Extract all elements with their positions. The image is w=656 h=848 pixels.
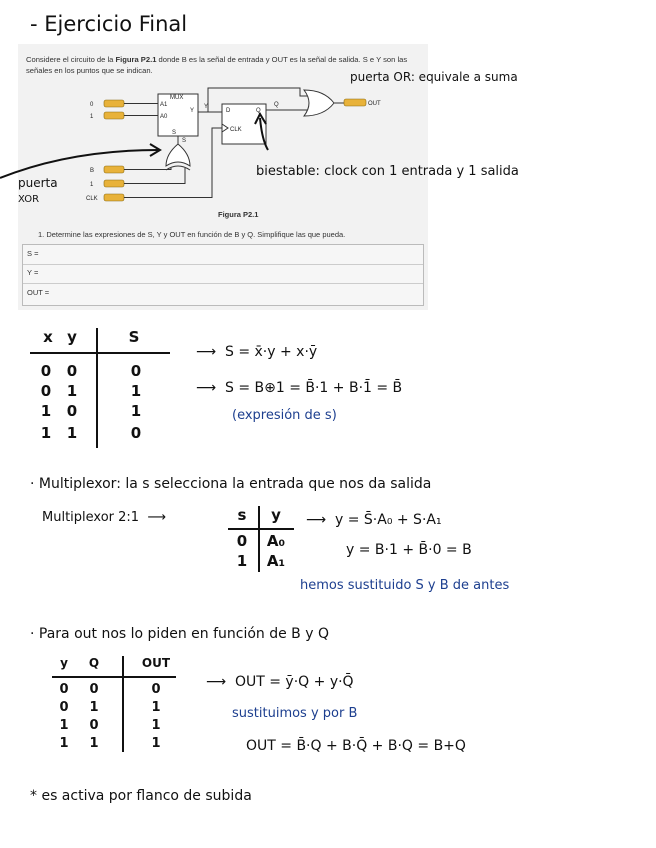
mux-label-row: Multiplexor 2:1 ⟶: [42, 510, 166, 525]
mux-label: Multiplexor 2:1: [42, 510, 140, 525]
answer-out: OUT =: [27, 288, 50, 297]
note-bistable: biestable: clock con 1 entrada y 1 salida: [256, 164, 519, 179]
answer-y: Y =: [27, 268, 39, 277]
output-label: OUT: [368, 101, 381, 107]
or-gate: [304, 90, 334, 116]
table-out-header-q: Q: [88, 656, 100, 670]
mux-y-label: Y: [190, 108, 195, 114]
input-b-pin: [104, 166, 124, 173]
mux-label: MUX: [170, 95, 184, 101]
mux-a1-label: A1: [160, 102, 168, 108]
eq-s1: S = x̄·y + x·ȳ: [224, 344, 318, 360]
input-0-pin: [104, 100, 124, 107]
figure-question: 1. Determine las expresiones de S, Y y OUT en función de B y Q. Simplifique las que pueda.: [38, 230, 346, 239]
table-out-header-y: y: [60, 656, 68, 670]
eq-y1: y = S̄·A₀ + S·A₁: [334, 512, 442, 528]
out-heading: · Para out nos lo piden en función de B y Q: [30, 626, 329, 642]
table-mux-header-s: s: [237, 506, 247, 524]
table-out-header-out: OUT: [141, 656, 171, 670]
ff-d-label: D: [226, 108, 231, 114]
table-s-header-s: S: [128, 328, 140, 346]
ff-q-label: Q: [256, 108, 261, 114]
note-s: (expresión de s): [232, 408, 337, 423]
page-title: - Ejercicio Final: [30, 12, 188, 36]
input-0-label: 0: [90, 102, 94, 108]
eq-y1-row: ⟶ y = S̄·A₀ + S·A₁: [306, 512, 442, 528]
truth-table-s: x y S 0 0 0 0 1 1 1 0 1 1 1 0: [30, 328, 180, 448]
eq-s2: S = B⊕1 = B̄·1 + B·1̄ = B̄: [224, 380, 403, 396]
figure-paragraph: Considere el circuito de la Figura P2.1 donde B es la señal de entrada y OUT es la señal de salida. S e Y son las señales en los puntos que se indican.: [26, 55, 408, 75]
note-xor-line1: puerta: [18, 176, 58, 190]
input-b-label: B: [90, 168, 95, 174]
table-s-header-x: x: [43, 328, 53, 346]
note-xor-line2: XOR: [18, 194, 40, 205]
mux-a0-label: A0: [160, 114, 168, 120]
table-mux-header-y: y: [271, 506, 281, 524]
truth-table-mux: s y 0 A₀ 1 A₁: [228, 506, 298, 576]
s-wire-label: S: [182, 138, 187, 144]
eq-out1: OUT = ȳ·Q + y·Q̄: [234, 674, 354, 690]
note-out: sustituimos y por B: [232, 706, 358, 721]
input-one-pin: [104, 180, 124, 187]
xor-gate: [166, 144, 190, 166]
eq-s2-row: ⟶ S = B⊕1 = B̄·1 + B·1̄ = B̄: [196, 380, 403, 396]
eq-out2: OUT = B̄·Q + B·Q̄ + B·Q = B+Q: [246, 738, 466, 754]
eq-s1-row: ⟶ S = x̄·y + x·ȳ: [196, 344, 318, 360]
answer-box: [22, 244, 424, 306]
input-1-pin: [104, 112, 124, 119]
mux-s-label: S: [172, 130, 177, 136]
ff-clk-label: CLK: [230, 127, 242, 133]
eq-out1-row: ⟶ OUT = ȳ·Q + y·Q̄: [206, 674, 354, 690]
output-pin: [344, 99, 366, 106]
note-y: hemos sustituido S y B de antes: [300, 578, 510, 593]
input-one-label: 1: [90, 182, 94, 188]
mux-heading: · Multiplexor: la s selecciona la entrada que nos da salida: [30, 476, 432, 492]
input-1-label: 1: [90, 114, 94, 120]
figure-caption: Figura P2.1: [218, 210, 259, 219]
y-wire-label: Y: [204, 104, 209, 110]
footer-note: * es activa por flanco de subida: [30, 788, 252, 804]
q-wire-label: Q: [274, 102, 279, 108]
eq-y2: y = B·1 + B̄·0 = B: [346, 542, 472, 558]
note-or-gate: puerta OR: equivale a suma: [350, 70, 518, 84]
input-clk-pin: [104, 194, 124, 201]
table-s-header-y: y: [67, 328, 77, 346]
input-clk-label: CLK: [86, 196, 98, 202]
truth-table-out: y Q OUT 0 0 0 0 1 1 1 0 1 1 1 1: [52, 656, 182, 756]
answer-s: S =: [27, 249, 39, 258]
